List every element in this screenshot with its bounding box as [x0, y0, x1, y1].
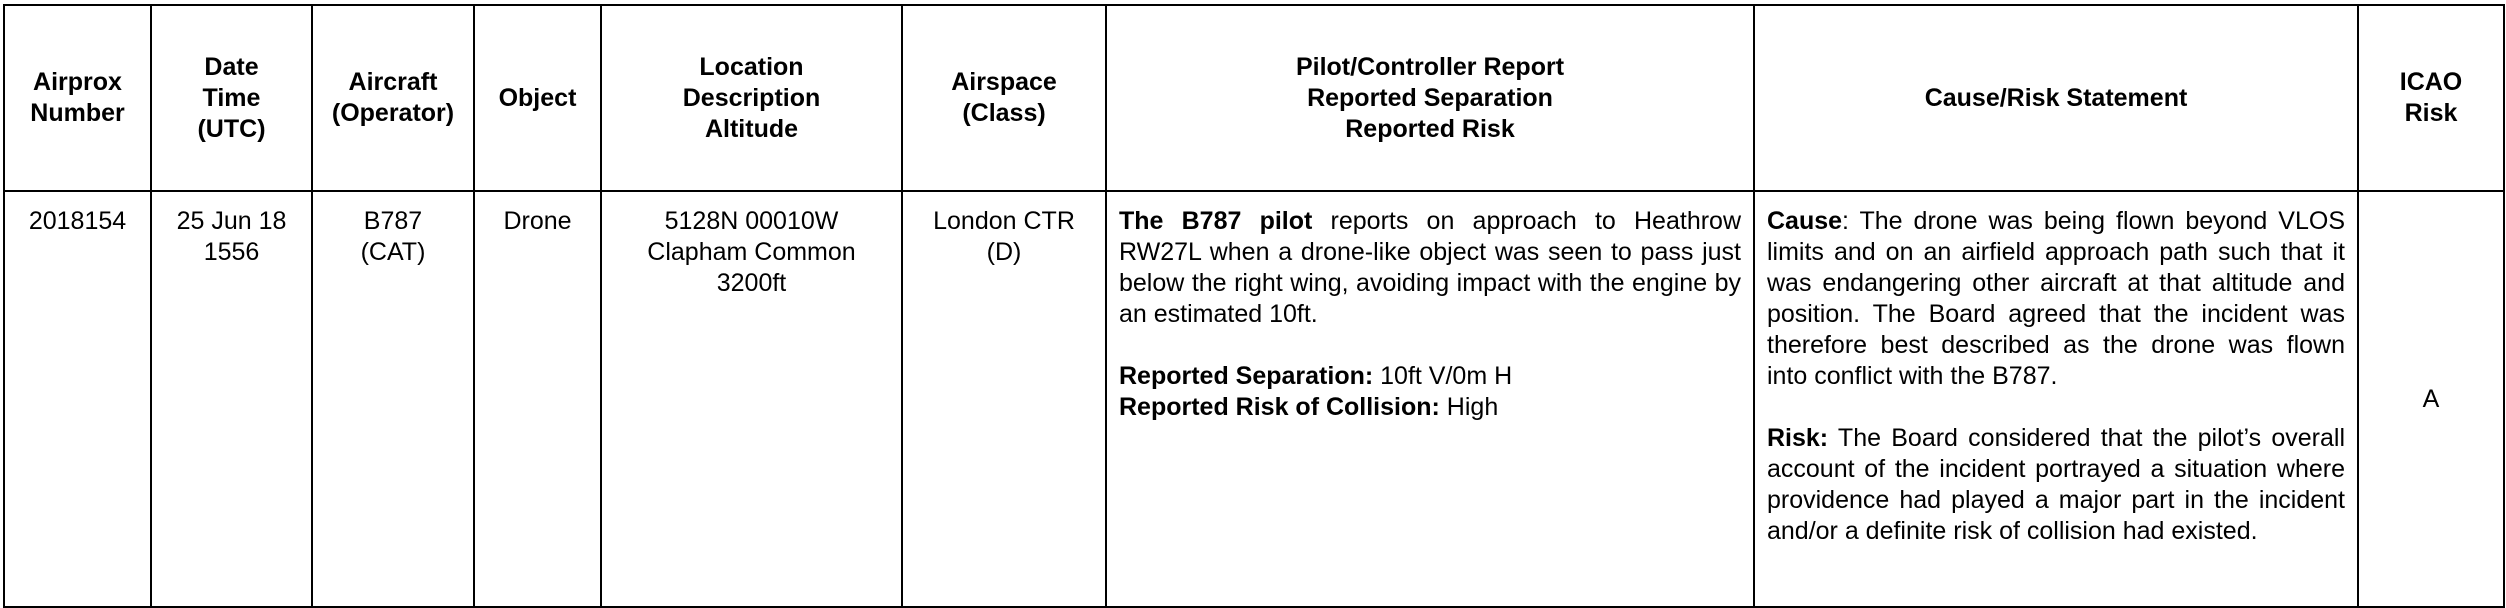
header-cause-risk: Cause/Risk Statement	[1754, 5, 2358, 191]
header-report: Pilot/Controller Report Reported Separation Reported Risk	[1106, 5, 1754, 191]
header-date-time: Date Time (UTC)	[151, 5, 312, 191]
cell-cause-risk	[1754, 191, 2358, 607]
cell-report	[1106, 191, 1754, 607]
header-location: Location Description Altitude	[601, 5, 902, 191]
cell-airspace: London CTR (D)	[902, 191, 1106, 607]
cell-object: Drone	[474, 191, 601, 607]
header-aircraft-operator: Aircraft (Operator)	[312, 5, 474, 191]
cause-statement: Cause: The drone was being flown beyond VLOS limits and on an airfield approach path such that it was endangering other aircraft at that altitude and position. The Board agreed that the incident was therefore best described as the drone was flown into conflict with the B787.	[1767, 207, 2345, 390]
cell-airprox-number: 2018154	[4, 191, 151, 607]
table-row	[4, 191, 2504, 607]
report-narrative: The B787 pilot reports on approach to Heathrow RW27L when a drone-like object was seen to pass just below the right wing, avoiding impact with the engine by an estimated 10ft.	[1119, 207, 1742, 328]
header-icao-risk: ICAO Risk	[2358, 5, 2504, 191]
cell-icao-risk: A	[2358, 191, 2504, 607]
reported-separation: Reported Separation: 10ft V/0m H	[1119, 362, 1513, 390]
header-object: Object	[474, 5, 601, 191]
reported-risk: Reported Risk of Collision: High	[1119, 393, 1499, 421]
airprox-table	[3, 4, 2505, 608]
header-row	[4, 5, 2504, 191]
cell-date-time: 25 Jun 18 1556	[151, 191, 312, 607]
header-airspace: Airspace (Class)	[902, 5, 1106, 191]
cell-aircraft: B787 (CAT)	[312, 191, 474, 607]
cell-location: 5128N 00010W Clapham Common 3200ft	[601, 191, 902, 607]
header-airprox-number: Airprox Number	[4, 5, 151, 191]
risk-statement: Risk: The Board considered that the pilot’s overall account of the incident portrayed a situation where providence had played a major part in the incident and/or a definite risk of collision had existed.	[1767, 424, 2345, 545]
